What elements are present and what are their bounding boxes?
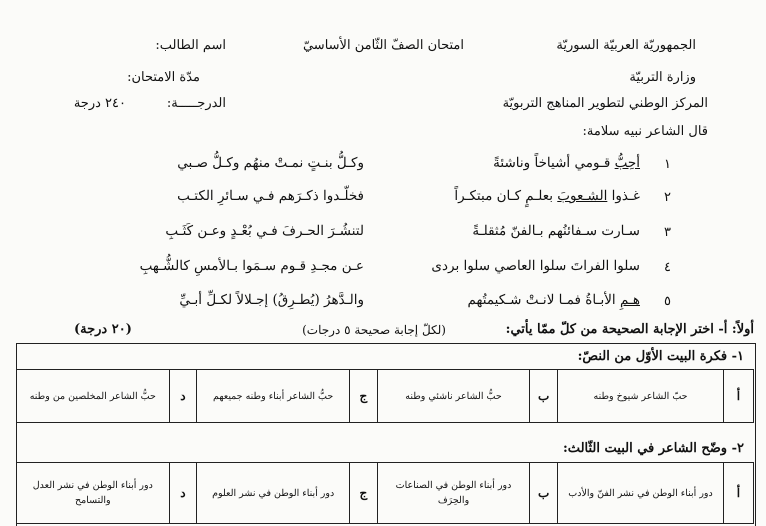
question-1-options — [16, 369, 754, 423]
option-c[interactable]: حبُّ الشاعر أبناء وطنه جميعهم — [197, 370, 350, 423]
ministry-name: وزارة التربيّة — [629, 70, 696, 85]
verse-first-half: سـارت سـفائنُهم بـالفنّ مُثقلـةً — [472, 223, 640, 239]
option-letter: ب — [530, 370, 558, 423]
option-a[interactable]: حبّ الشاعر شيوخ وطنه — [558, 370, 724, 423]
option-letter: د — [169, 463, 197, 524]
verse-second-half: والـدَّهرُ (يُطـرِقُ) إجـلالاً لكـلِّ أبـيِّ — [179, 292, 364, 308]
option-letter: أ — [723, 463, 753, 524]
section-marks: (٢٠ درجة) — [74, 322, 132, 337]
option-a[interactable]: دور أبناء الوطن في نشر الفنّ والأدب — [558, 463, 724, 524]
option-d[interactable]: دور أبناء الوطن في نشر العدل والتسامح — [17, 463, 170, 524]
verse-second-half: لتنشُـرَ الحـرفَ فـي بُعْـدٍ وعـن كَثَـبِ — [165, 223, 364, 239]
option-c[interactable]: دور أبناء الوطن في نشر العلوم — [197, 463, 350, 524]
center-name: المركز الوطني لتطوير المناهج التربويّة — [502, 96, 708, 111]
grade-value: ٢٤٠ درجة — [73, 96, 126, 111]
poem-intro: قال الشاعر نبيه سلامة: — [582, 124, 708, 139]
verse-second-half: عـن مجـدِ قـوم سـمَوا بـالأمسِ كالشُّـهبِ — [139, 258, 364, 274]
option-letter: ج — [349, 463, 377, 524]
duration-label: مدّة الامتحان: — [127, 70, 200, 85]
option-letter: د — [169, 370, 197, 423]
verse-second-half: فخلّـدوا ذكـرَهم فـي سـائرِ الكتـب — [177, 188, 364, 204]
verse-first-half: هـمِ الأبـاةُ فمـا لانـتْ شـكيمتُهم — [467, 292, 640, 308]
question-1-prompt: ١- فكرة البيت الأوّل من النصّ: — [577, 349, 744, 364]
verse-number: ٢ — [664, 190, 671, 205]
section-title: أولاً: أ- اختر الإجابة الصحيحة من كلّ ممّا يأتي: — [505, 322, 754, 337]
verse-number: ٣ — [664, 225, 671, 240]
verse-second-half: وكـلُّ بنـتٍ نمـتْ منهُم وكـلُّ صـبي — [177, 155, 364, 171]
option-letter: أ — [723, 370, 753, 423]
exam-title: امتحان الصفّ الثّامن الأساسيّ — [302, 38, 464, 53]
verse-number: ١ — [664, 157, 671, 172]
option-b[interactable]: حبُّ الشاعر ناشئي وطنه — [377, 370, 530, 423]
verse-number: ٤ — [664, 260, 671, 275]
option-d[interactable]: حبُّ الشاعر المخلصين من وطنه — [17, 370, 170, 423]
verse-number: ٥ — [664, 294, 671, 309]
verse-first-half: سلوا الفراتَ سلوا العاصي سلوا بردى — [431, 258, 640, 274]
question-2-prompt: ٢- وضّح الشاعر في البيت الثّالث: — [563, 441, 744, 456]
grade-label: الدرجـــــة: — [166, 96, 226, 111]
section-note: (لكلّ إجابة صحيحة ٥ درجات) — [302, 323, 446, 337]
question-2-options — [16, 462, 754, 524]
verse-first-half: أحِبُّ قـومي أشياخاً وناشئةً — [493, 155, 640, 171]
country-name: الجمهوريّة العربيّة السوريّة — [556, 38, 696, 53]
option-letter: ب — [530, 463, 558, 524]
verse-first-half: غـذوا الشـعوبَ بعلـمٍ كـان مبتكـراً — [454, 188, 640, 204]
option-b[interactable]: دور أبناء الوطن في الصناعات والحِرَف — [377, 463, 530, 524]
student-name-label: اسم الطالب: — [155, 38, 226, 53]
option-letter: ج — [349, 370, 377, 423]
